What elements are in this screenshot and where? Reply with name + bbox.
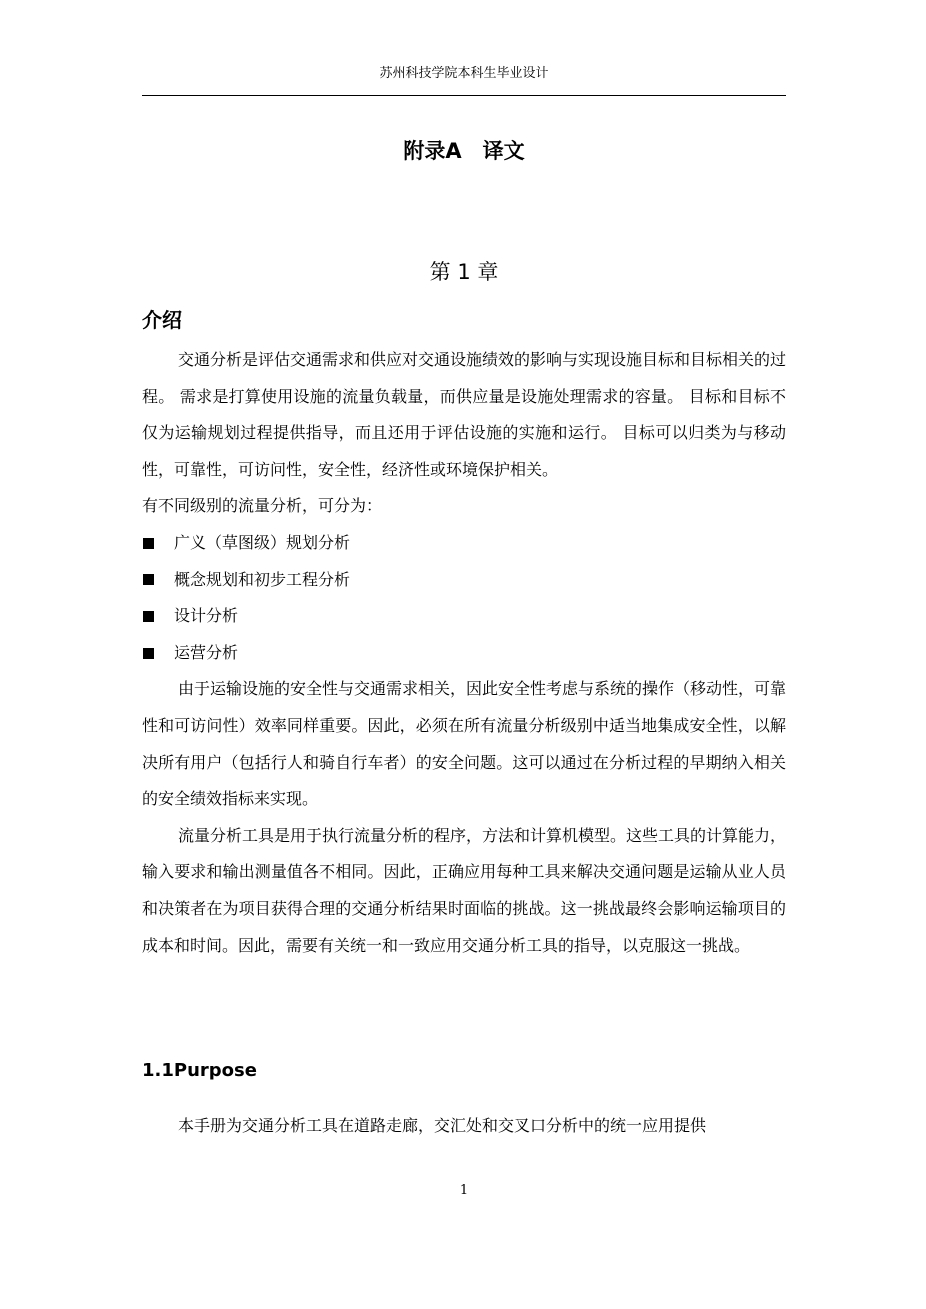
square-bullet-icon: [143, 611, 154, 622]
bullet-item: [142, 525, 786, 562]
paragraph-safety: 由于运输设施的安全性与交通需求相关，因此安全性考虑与系统的操作（移动性，可靠性和可访问性）效率同样重要。因此，必须在所有流量分析级别中适当地集成安全性，以解决所有用户（包括行人和骑自行车者）的安全问题。这可以通过在分析过程的早期纳入相关的安全绩效指标来实现。: [142, 679, 787, 809]
bullet-item: [142, 635, 786, 672]
bullet-text: 概念规划和初步工程分析: [174, 569, 351, 589]
appendix-title: 附录A 译文: [403, 139, 525, 163]
bullet-text: 设计分析: [174, 606, 239, 626]
bullet-item: [142, 562, 786, 599]
bullet-item: [142, 598, 786, 635]
bullet-text: 运营分析: [174, 642, 239, 662]
square-bullet-icon: [143, 648, 154, 659]
page-header: 苏州科技学院本科生毕业设计: [379, 66, 549, 81]
paragraph-tools: 流量分析工具是用于执行流量分析的程序，方法和计算机模型。这些工具的计算能力，输入要求和输出测量值各不相同。因此，正确应用每种工具来解决交通问题是运输从业人员和决策者在为项目获得合理的交通分析结果时面临的挑战。这一挑战最终会影响运输项目的成本和时间。因此，需要有关统一和一致应用交通分析工具的指导，以克服这一挑战。: [142, 825, 787, 955]
paragraph-intro: 交通分析是评估交通需求和供应对交通设施绩效的影响与实现设施目标和目标相关的过程。 需求是打算使用设施的流量负载量，而供应量是设施处理需求的容量。 目标和目标不仅为运输规划过程提供指导，而且还用于评估设施的实施和运行。 目标可以归类为与移动性，可靠性，可访问性，安全性，经济性或环境保护相关。: [142, 350, 787, 479]
bullet-text: 广义（草图级）规划分析: [174, 532, 351, 552]
paragraph-levels: 有不同级别的流量分析，可分为：: [142, 496, 383, 516]
page-number: 1: [459, 1183, 469, 1198]
body-text: [142, 342, 786, 964]
section-heading: 介绍: [142, 308, 182, 332]
square-bullet-icon: [143, 538, 154, 549]
chapter-heading: 第 1 章: [429, 260, 499, 284]
subsection-heading: 1.1Purpose: [142, 1060, 257, 1081]
paragraph-purpose: 本手册为交通分析工具在道路走廊，交汇处和交叉口分析中的统一应用提供: [178, 1116, 707, 1135]
square-bullet-icon: [143, 574, 154, 585]
header-divider: [142, 95, 786, 96]
